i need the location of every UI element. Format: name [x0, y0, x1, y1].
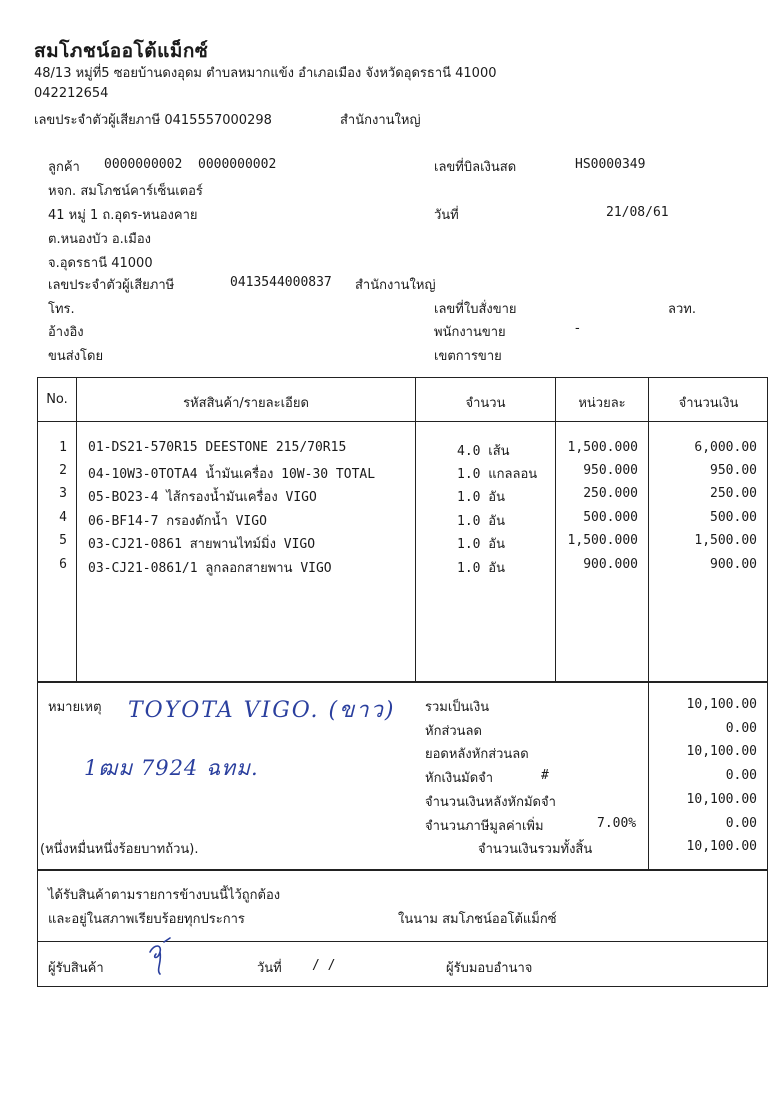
- customer-code-2: 0000000002: [198, 157, 277, 172]
- row-description: 04-10W3-0TOTA4 น้ำมันเครื่อง 10W-30 TOTAL: [88, 467, 376, 482]
- row-quantity: 1.0 อัน: [457, 490, 506, 505]
- row-amount: 900.00: [710, 557, 757, 572]
- row-amount: 950.00: [710, 463, 757, 478]
- row-quantity: 1.0 แกลลอน: [457, 467, 538, 482]
- discount-value: 0.00: [725, 721, 757, 736]
- row-no: 2: [59, 463, 67, 478]
- company-name: สมโภชน์ออโต้แม็กซ์: [34, 40, 209, 62]
- order-suffix: ลวท.: [668, 302, 696, 317]
- salesperson-label: พนักงานขาย: [434, 325, 506, 340]
- row-unit-price: 500.000: [583, 510, 638, 525]
- row-unit-price: 950.000: [583, 463, 638, 478]
- deposit-label: หักเงินมัดจำ: [425, 771, 494, 786]
- row-amount: 1,500.00: [694, 533, 757, 548]
- on-behalf-of: ในนาม สมโภชน์ออโต้แม็กซ์: [398, 912, 557, 927]
- customer-branch: สำนักงานใหญ่: [355, 278, 436, 293]
- amount-in-words: (หนึ่งหมื่นหนึ่งร้อยบาทถ้วน).: [40, 842, 199, 857]
- company-taxid: เลขประจำตัวผู้เสียภาษี 0415557000298: [34, 113, 272, 128]
- row-quantity: 1.0 อัน: [457, 514, 506, 529]
- row-unit-price: 1,500.000: [567, 533, 638, 548]
- items-header-divider: [37, 421, 768, 422]
- row-no: 6: [59, 557, 67, 572]
- vat-value: 0.00: [725, 816, 757, 831]
- row-no: 1: [59, 440, 67, 455]
- order-no-label: เลขที่ใบสั่งขาย: [434, 302, 517, 317]
- receipt-confirmation-1: ได้รับสินค้าตามรายการข้างบนนี้ไว้ถูกต้อง: [48, 888, 281, 903]
- customer-taxid: 0413544000837: [230, 275, 332, 290]
- customer-code-1: 0000000002: [104, 157, 183, 172]
- row-unit-price: 250.000: [583, 486, 638, 501]
- row-amount: 6,000.00: [694, 440, 757, 455]
- col-divider-1: [76, 377, 77, 682]
- row-description: 01-DS21-570R15 DEESTONE 215/70R15: [88, 440, 347, 455]
- header-amount: จำนวนเงิน: [678, 396, 739, 411]
- handwritten-plate: 1ฒม 7924 ฉทม.: [84, 756, 259, 780]
- customer-addr-3: จ.อุดรธานี 41000: [48, 256, 153, 271]
- row-description: 06-BF14-7 กรองดักน้ำ VIGO: [88, 514, 267, 529]
- sales-zone-label: เขตการขาย: [434, 349, 502, 364]
- header-unit-price: หน่วยละ: [578, 396, 626, 411]
- after-deposit-value: 10,100.00: [686, 792, 757, 807]
- customer-label: ลูกค้า: [48, 160, 80, 175]
- row-no: 3: [59, 486, 67, 501]
- col-divider-3: [555, 377, 556, 682]
- customer-name: หจก. สมโภชน์คาร์เซ็นเตอร์: [48, 184, 203, 199]
- vat-rate: 7.00%: [597, 816, 637, 831]
- receiver-label: ผู้รับสินค้า: [48, 961, 104, 976]
- col-divider-4: [648, 377, 649, 682]
- header-description: รหัสสินค้า/รายละเอียด: [183, 396, 309, 411]
- after-discount-value: 10,100.00: [686, 744, 757, 759]
- deposit-value: 0.00: [725, 768, 757, 783]
- after-deposit-label: จำนวนเงินหลังหักมัดจำ: [425, 795, 556, 810]
- bill-no: HS0000349: [575, 157, 646, 172]
- customer-addr-1: 41 หมู่ 1 ถ.อุดร-หนองคาย: [48, 208, 198, 223]
- row-description: 05-BO23-4 ไส้กรองน้ำมันเครื่อง VIGO: [88, 490, 317, 505]
- phone-label: โทร.: [48, 302, 75, 317]
- shipping-label: ขนส่งโดย: [48, 349, 104, 364]
- col-divider-2: [415, 377, 416, 682]
- company-address: 48/13 หมู่ที่5 ซอยบ้านดงอุดม ตำบลหมากแข้ง อำเภอเมือง จังหวัดอุดรธานี 41000: [34, 66, 497, 81]
- row-unit-price: 1,500.000: [567, 440, 638, 455]
- bill-date-label: วันที่: [434, 208, 459, 223]
- discount-label: หักส่วนลด: [425, 724, 482, 739]
- header-quantity: จำนวน: [465, 396, 506, 411]
- company-branch: สำนักงานใหญ่: [340, 113, 421, 128]
- total-label: รวมเป็นเงิน: [425, 700, 490, 715]
- row-description: 03-CJ21-0861 สายพานไทม์มิ่ง VIGO: [88, 537, 316, 552]
- bill-date: 21/08/61: [606, 205, 669, 220]
- remarks-label: หมายเหตุ: [48, 700, 102, 715]
- row-description: 03-CJ21-0861/1 ลูกลอกสายพาน VIGO: [88, 561, 332, 576]
- row-quantity: 1.0 อัน: [457, 561, 506, 576]
- row-amount: 500.00: [710, 510, 757, 525]
- reference-label: อ้างอิง: [48, 325, 84, 340]
- salesperson-value: -: [575, 321, 580, 336]
- header-no: No.: [46, 392, 68, 407]
- row-amount: 250.00: [710, 486, 757, 501]
- receipt-confirmation-2: และอยู่ในสภาพเรียบร้อยทุกประการ: [48, 912, 245, 927]
- receive-date-blank: / /: [312, 958, 336, 973]
- vat-label: จำนวนภาษีมูลค่าเพิ่ม: [425, 819, 544, 834]
- receiver-signature: [140, 936, 180, 976]
- deposit-mark: #: [541, 768, 549, 783]
- row-no: 4: [59, 510, 67, 525]
- grand-total-value: 10,100.00: [686, 839, 757, 854]
- row-no: 5: [59, 533, 67, 548]
- row-quantity: 1.0 อัน: [457, 537, 506, 552]
- after-discount-label: ยอดหลังหักส่วนลด: [425, 747, 529, 762]
- grand-total-label: จำนวนเงินรวมทั้งสิ้น: [478, 842, 593, 857]
- total-value: 10,100.00: [686, 697, 757, 712]
- handwritten-vehicle: TOYOTA VIGO. (ขาว): [128, 698, 396, 723]
- customer-addr-2: ต.หนองบัว อ.เมือง: [48, 232, 151, 247]
- authorized-label: ผู้รับมอบอำนาจ: [446, 961, 533, 976]
- row-quantity: 4.0 เส้น: [457, 444, 510, 459]
- company-phone: 042212654: [34, 86, 109, 101]
- bill-no-label: เลขที่บิลเงินสด: [434, 160, 517, 175]
- row-unit-price: 900.000: [583, 557, 638, 572]
- receive-date-label: วันที่: [257, 961, 282, 976]
- customer-taxid-label: เลขประจำตัวผู้เสียภาษี: [48, 278, 175, 293]
